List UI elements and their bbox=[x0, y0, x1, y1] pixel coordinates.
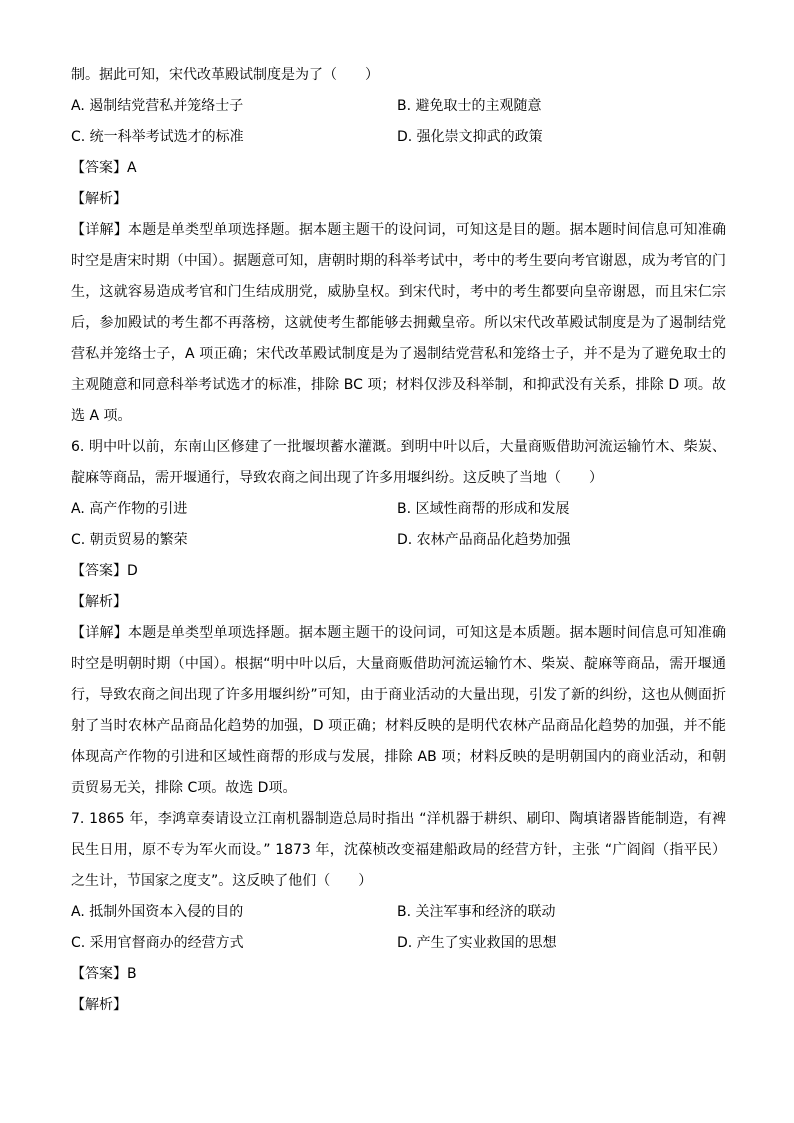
q5-stem-tail: 制。据此可知，宋代改革殿试制度是为了（ ） bbox=[71, 67, 379, 83]
q5-option-d[interactable]: D. 强化崇文抑武的政策 bbox=[397, 129, 543, 145]
q6-option-a[interactable]: A. 高产作物的引进 bbox=[71, 501, 188, 517]
q5-analysis-label: 【解析】 bbox=[71, 191, 127, 207]
q6-options-row-2 bbox=[71, 525, 726, 556]
q7-option-d[interactable]: D. 产生了实业救国的思想 bbox=[397, 935, 557, 951]
q6-options-row-1 bbox=[71, 494, 726, 525]
q5-options-row-2 bbox=[71, 122, 726, 153]
q5-option-a[interactable]: A. 遏制结党营私并笼络士子 bbox=[71, 98, 244, 114]
q5-option-b[interactable]: B. 避免取士的主观随意 bbox=[397, 98, 542, 114]
q6-option-c[interactable]: C. 朝贡贸易的繁荣 bbox=[71, 532, 188, 548]
q7-analysis-label: 【解析】 bbox=[71, 997, 127, 1013]
q5-options-row-1 bbox=[71, 91, 726, 122]
q6-option-b[interactable]: B. 区域性商帮的形成和发展 bbox=[397, 501, 570, 517]
q6-option-d[interactable]: D. 农林产品商品化趋势加强 bbox=[397, 532, 571, 548]
q7-stem: 7. 1865 年，李鸿章奏请设立江南机器制造总局时指出 “洋机器于耕织、刷印、陶填诸器皆能制造，有裨民生日用，原不专为军火而设。” 1873 年，沈葆桢改变福建船政局的经营方针，主张 “广阎阎（指平民）之生计，节国家之度支”。这反映了他们（ ） bbox=[71, 811, 726, 889]
q6-answer: 【答案】D bbox=[71, 563, 138, 579]
q7-option-a[interactable]: A. 抵制外国资本入侵的目的 bbox=[71, 904, 244, 920]
q7-answer: 【答案】B bbox=[71, 966, 137, 982]
q7-option-c[interactable]: C. 采用官督商办的经营方式 bbox=[71, 935, 244, 951]
q7-options-row-2 bbox=[71, 928, 726, 959]
q6-analysis-label: 【解析】 bbox=[71, 594, 127, 610]
q5-detail: 【详解】本题是单类型单项选择题。据本题主题干的设问词，可知这是目的题。据本题时间信息可知准确时空是唐宋时期（中国）。据题意可知，唐朝时期的科举考试中，考中的考生要向考官谢恩，成为考官的门生，这就容易造成考官和门生结成朋党，威胁皇权。到宋代时，考中的考生都要向皇帝谢恩，而且宋仁宗后，参加殿试的考生都不再落榜，这就使考生都能够去拥戴皇帝。所以宋代改革殿试制度是为了遏制结党营私并笼络士子，A 项正确；宋代改革殿试制度是为了遏制结党营私和笼络士子，并不是为了避免取士的主观随意和同意科举考试选才的标准，排除 BC 项；材料仅涉及科举制，和抑武没有关系，排除 D 项。故选 A 项。 bbox=[71, 222, 726, 424]
document-page bbox=[71, 60, 726, 1021]
q7-options-row-1 bbox=[71, 897, 726, 928]
q6-detail: 【详解】本题是单类型单项选择题。据本题主题干的设问词，可知这是本质题。据本题时间信息可知准确时空是明朝时期（中国）。根据“明中叶以后，大量商贩借助河流运输竹木、柴炭、靛麻等商品，需开堰通行，导致农商之间出现了许多用堰纠纷”可知，由于商业活动的大量出现，引发了新的纠纷，这也从侧面折射了当时农林产品商品化趋势的加强，D 项正确；材料反映的是明代农林产品商品化趋势的加强，并不能体现高产作物的引进和区域性商帮的形成与发展，排除 AB 项；材料反映的是明朝国内的商业活动，和朝贡贸易无关，排除 C项。故选 D项。 bbox=[71, 625, 726, 796]
q7-option-b[interactable]: B. 关注军事和经济的联动 bbox=[397, 904, 556, 920]
q5-answer: 【答案】A bbox=[71, 160, 137, 176]
q6-stem: 6. 明中叶以前，东南山区修建了一批堰坝蓄水灌溉。到明中叶以后，大量商贩借助河流运输竹木、柴炭、靛麻等商品，需开堰通行，导致农商之间出现了许多用堰纠纷。这反映了当地（ ） bbox=[71, 439, 726, 486]
q5-option-c[interactable]: C. 统一科举考试选才的标准 bbox=[71, 129, 244, 145]
